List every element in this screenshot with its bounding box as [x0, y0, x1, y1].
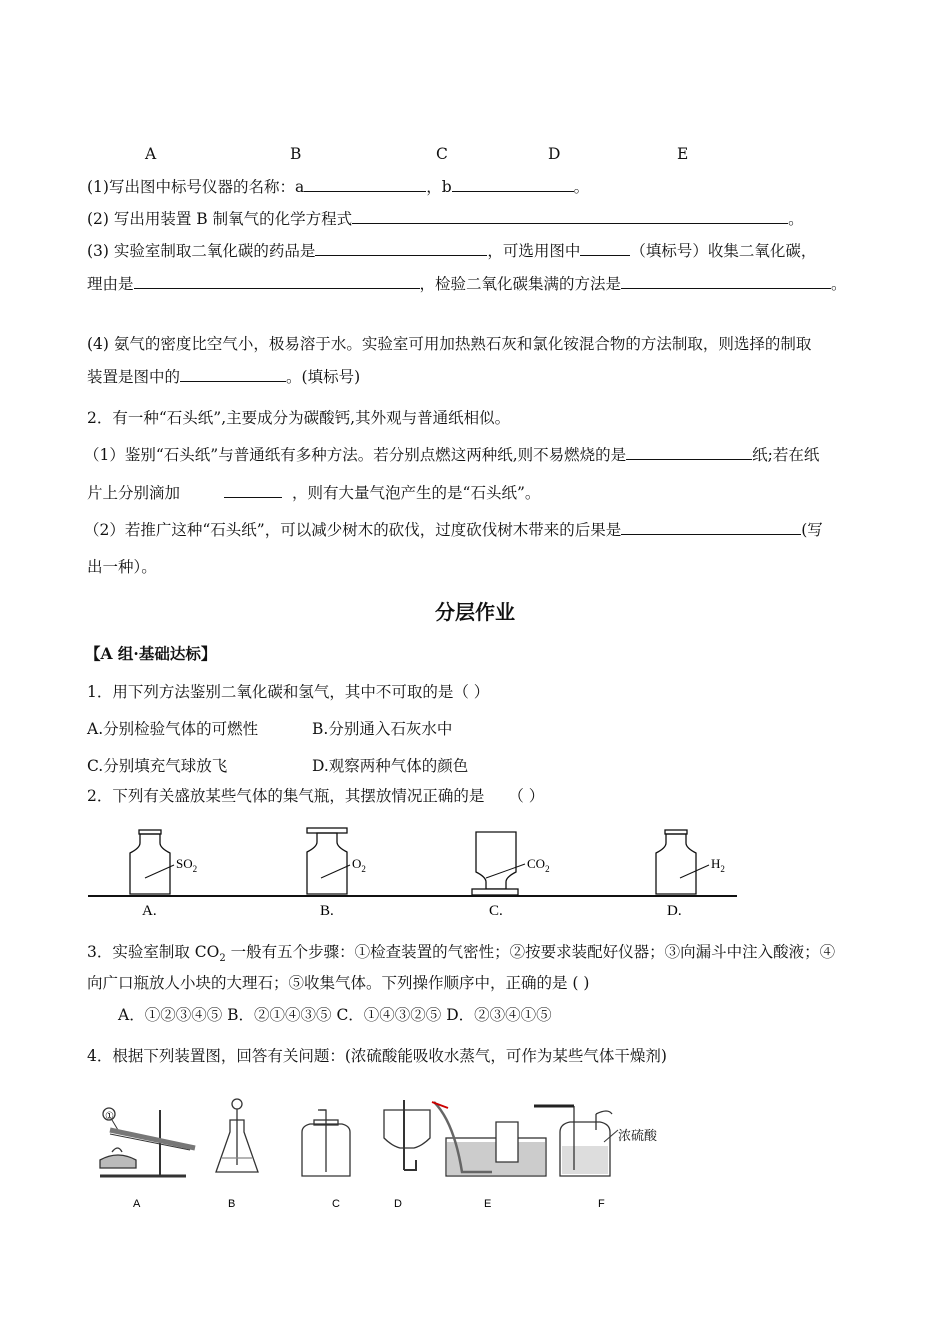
bottle-b-label: B. [320, 903, 334, 919]
bottle-a-label: A. [142, 903, 157, 919]
mc2-answer-paren[interactable]: （ ） [508, 787, 545, 805]
answer-blank-reagent[interactable] [224, 482, 282, 498]
q1-part2 [87, 207, 804, 229]
mc4-stem: 4．根据下列装置图，回答有关问题：(浓硫酸能吸收水蒸气，可作为某些气体干燥剂) [87, 1047, 667, 1065]
apparatus-c [302, 1110, 350, 1176]
q1-part4-text-2: 。(填标号) [286, 368, 361, 386]
q2-part2-text-2: (写 [801, 521, 823, 539]
apparatus-label-e2: E [484, 1198, 492, 1210]
answer-blank-reason[interactable] [134, 273, 420, 289]
apparatus-label-d: D [548, 145, 561, 163]
mc3-text-2: 一般有五个步骤：①检查装置的气密性；②按要求装配好仪器；③向漏斗中注入酸液；④ [225, 943, 836, 961]
mc1-option-d[interactable]: D.观察两种气体的颜色 [312, 757, 469, 775]
q2-part2-text-1: （2）若推广这种“石头纸”，可以减少树木的砍伐，过度砍伐树木带来的后果是 [84, 521, 622, 539]
bottle-c [472, 832, 550, 919]
apparatus-label-b: B [290, 145, 302, 163]
answer-blank-equation[interactable] [352, 208, 788, 224]
q1-part3-line1 [87, 239, 816, 261]
answer-blank-reagents[interactable] [315, 240, 487, 256]
q1-part3-end: 。 [831, 275, 847, 293]
q2-part2-line1 [84, 518, 823, 540]
mc1-option-a[interactable]: A.分别检验气体的可燃性 [87, 720, 259, 738]
mc1-stem: 1．用下列方法鉴别二氧化碳和氢气，其中不可取的是（ ） [87, 683, 490, 701]
q1-part2-text: (2) 写出用装置 B 制氧气的化学方程式 [87, 210, 353, 228]
q1-part3-text-4: 理由是 [87, 275, 134, 293]
q2-part1-line2 [87, 481, 540, 503]
q1-part2-end: 。 [788, 210, 804, 228]
mc3-line2: 向广口瓶放人小块的大理石；⑤收集气体。下列操作顺序中，正确的是 ( ) [87, 974, 590, 992]
gas-bottles-figure [0, 820, 950, 925]
glass-plate-b [307, 828, 347, 833]
answer-blank-consequence[interactable] [621, 519, 801, 535]
q1-part4-line1: (4) 氨气的密度比空气小，极易溶于水。实验室可用加热熟石灰和氯化铵混合物的方法制取，则选择的制取 [87, 335, 812, 353]
apparatus-label-d2: D [394, 1198, 402, 1210]
bottle-c-label: C. [489, 903, 503, 919]
mc2-stem [87, 784, 544, 806]
apparatus-d [384, 1100, 430, 1170]
glass-plate-c [472, 889, 518, 895]
apparatus-label-c: C [436, 145, 448, 163]
apparatus-a [100, 1108, 195, 1176]
q1-part3-text-2: ，可选用图中 [487, 242, 581, 260]
apparatus-label-c2: C [332, 1198, 340, 1210]
apparatus-b [216, 1099, 258, 1172]
bottle-d [656, 830, 725, 919]
answer-blank-collector[interactable] [580, 240, 630, 256]
q1-part1 [87, 175, 589, 197]
mc3-subscript: 2 [219, 953, 226, 965]
bottle-d-label: D. [667, 903, 682, 919]
q2-part1-text-2: 纸;若在纸 [752, 446, 820, 464]
q1-part3-line2 [87, 272, 847, 294]
q2-part1-text-1: （1）鉴别“石头纸”与普通纸有多种方法。若分别点燃这两种纸,则不易燃烧的是 [84, 446, 627, 464]
section-title: 分层作业 [435, 600, 515, 624]
mc3-line1 [87, 940, 835, 964]
q1-part4-line2 [87, 365, 360, 387]
apparatus-label-a2: A [133, 1198, 141, 1210]
answer-blank-method[interactable] [621, 273, 831, 289]
mc1-option-b[interactable]: B.分别通入石灰水中 [312, 720, 453, 738]
q2-stem: 2．有一种“石头纸”,主要成分为碳酸钙,其外观与普通纸相似。 [87, 409, 511, 427]
q1-part4-text-1: 装置是图中的 [87, 368, 181, 386]
q1-part3-text-1: (3) 实验室制取二氧化碳的药品是 [87, 242, 316, 260]
q1-part3-text-5: ，检验二氧化碳集满的方法是 [419, 275, 622, 293]
q1-part1-text-b: ，b [426, 178, 452, 196]
answer-blank-b[interactable] [452, 176, 574, 192]
marker-1: ① [105, 1111, 114, 1122]
mc1-option-c[interactable]: C.分别填充气球放飞 [87, 757, 228, 775]
q2-part1-text-3: 片上分别滴加 [87, 484, 181, 502]
bottle-a-gas: $SO_2$ [176, 856, 198, 874]
mc3-text-1: 3．实验室制取 CO [87, 943, 220, 961]
bottle-b-gas: $O_2$ [352, 856, 366, 874]
answer-blank-a[interactable] [304, 176, 426, 192]
q1-part3-text-3: （填标号）收集二氧化碳， [630, 242, 817, 260]
apparatus-f [534, 1106, 658, 1176]
q2-part2-line2: 出一种）。 [87, 558, 157, 576]
apparatus-label-e: E [677, 145, 689, 163]
q2-part1-line1 [84, 443, 819, 465]
bottle-b [307, 828, 366, 919]
mc3-options[interactable]: A．①②③④⑤ B．②①④③⑤ C．①④③②⑤ D．②③④①⑤ [118, 1006, 552, 1024]
mc2-stem-text: 2．下列有关盛放某些气体的集气瓶，其摆放情况正确的是 [87, 787, 485, 805]
q1-part1-text-a: (1)写出图中标号仪器的名称：a [87, 178, 305, 196]
q2-part1-text-4: ，则有大量气泡产生的是“石头纸”。 [292, 484, 541, 502]
apparatus-label-b2: B [228, 1198, 236, 1210]
q1-part1-end: 。 [573, 178, 590, 196]
bottle-a [130, 830, 197, 919]
lab-apparatus-figure [0, 1090, 950, 1220]
bottle-d-gas: $H_2$ [711, 856, 725, 874]
answer-blank-paper[interactable] [626, 444, 752, 460]
bottle-c-gas: $CO_2$ [527, 856, 550, 874]
answer-blank-apparatus[interactable] [180, 366, 286, 382]
apparatus-label-a: A [145, 145, 157, 163]
acid-label: 浓硫酸 [618, 1128, 658, 1143]
apparatus-label-f2: F [598, 1198, 605, 1210]
apparatus-e [432, 1102, 546, 1176]
group-a-heading: 【A 组·基础达标】 [85, 644, 217, 663]
